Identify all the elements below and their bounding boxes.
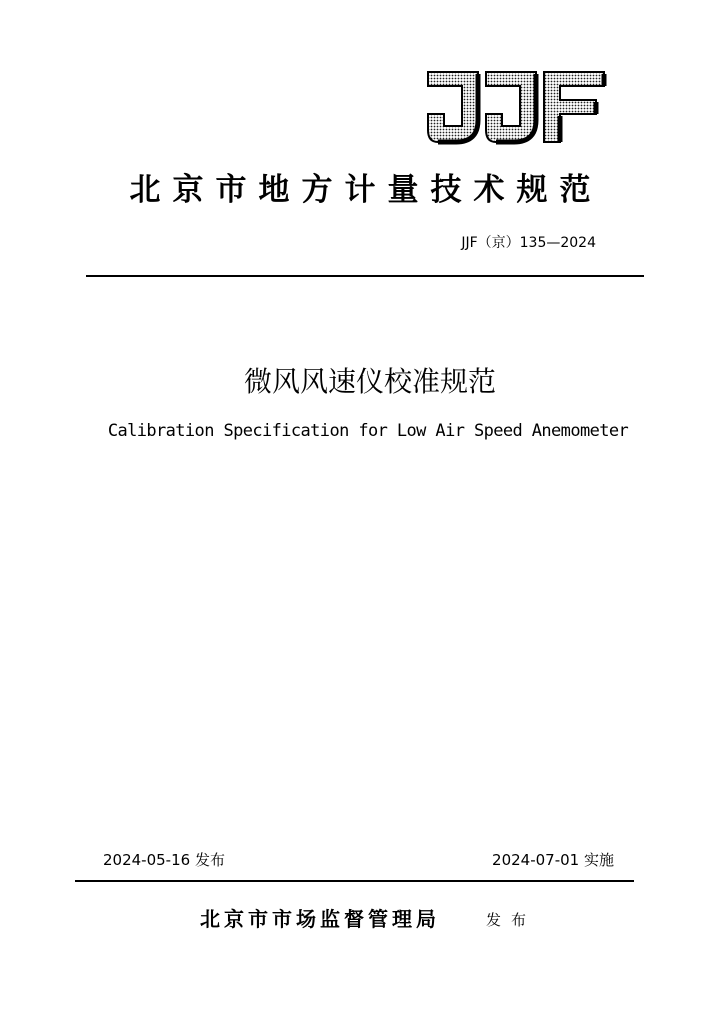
header-divider [86, 275, 644, 277]
issuing-authority: 北京市市场监督管理局 [200, 907, 440, 931]
issue-date: 2024-05-16 发布 [103, 851, 225, 869]
issuer-action: 发布 [486, 911, 537, 929]
document-number: JJF（京）135—2024 [461, 235, 596, 251]
effective-date: 2024-07-01 实施 [492, 851, 614, 869]
org-title: 北京市地方计量技术规范 [129, 172, 603, 208]
jjf-logo [424, 68, 608, 146]
document-title-cn: 微风风速仪校准规范 [243, 365, 496, 398]
document-title-en: Calibration Specification for Low Air Speed Anemometer [107, 421, 629, 441]
footer-divider [75, 880, 634, 882]
